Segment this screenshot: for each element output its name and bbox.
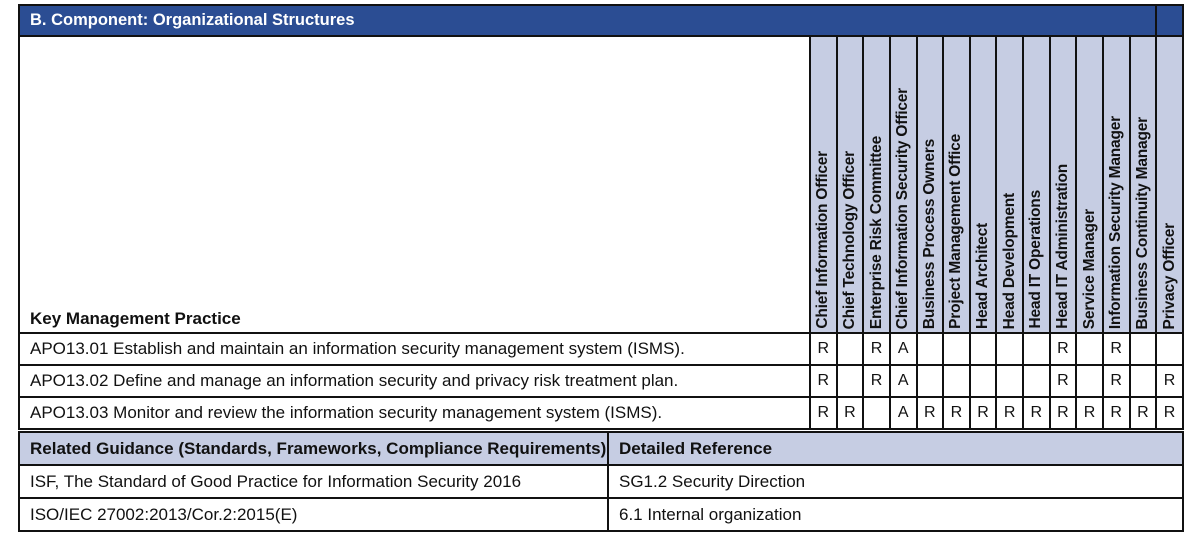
raci-cell [1023, 333, 1050, 365]
role-label: Chief Information Officer [814, 151, 832, 329]
header-row [19, 36, 1183, 333]
role-label: Head IT Operations [1027, 190, 1045, 329]
role-label: Information Security Manager [1107, 115, 1125, 329]
role-header [917, 36, 944, 333]
raci-cell: R [1103, 397, 1130, 429]
role-label: Privacy Officer [1160, 222, 1178, 329]
guidance-row [19, 465, 1183, 498]
raci-cell: R [1130, 397, 1157, 429]
role-label: Project Management Office [947, 134, 965, 329]
guidance-reference: SG1.2 Security Direction [608, 465, 1183, 498]
role-header [890, 36, 917, 333]
raci-cell [970, 365, 997, 397]
role-header [970, 36, 997, 333]
role-header [1076, 36, 1103, 333]
raci-cell [917, 365, 944, 397]
raci-cell [837, 365, 864, 397]
section-title-row [19, 5, 1183, 36]
role-header [1130, 36, 1157, 333]
role-label: Enterprise Risk Committee [867, 135, 885, 329]
raci-cell [917, 333, 944, 365]
raci-cell [1076, 365, 1103, 397]
role-header [837, 36, 864, 333]
guidance-standard: ISO/IEC 27002:2013/Cor.2:2015(E) [19, 498, 608, 531]
raci-cell: R [1103, 365, 1130, 397]
role-label: Chief Technology Officer [840, 150, 858, 329]
guidance-header-row [19, 432, 1183, 465]
key-management-practice-header: Key Management Practice [19, 36, 810, 333]
raci-cell: A [890, 333, 917, 365]
raci-cell: R [1050, 365, 1077, 397]
raci-cell [970, 333, 997, 365]
raci-cell [1076, 333, 1103, 365]
detailed-reference-header: Detailed Reference [608, 432, 1183, 465]
role-label: Chief Information Security Officer [894, 87, 912, 329]
raci-cell [837, 333, 864, 365]
raci-cell: R [810, 365, 837, 397]
role-label: Head Development [1000, 192, 1018, 329]
organizational-structures-table [18, 4, 1182, 524]
raci-cell: R [1050, 333, 1077, 365]
raci-cell: R [810, 397, 837, 429]
raci-cell [996, 333, 1023, 365]
role-label: Head Architect [974, 222, 992, 329]
raci-matrix [18, 4, 1184, 430]
guidance-standard: ISF, The Standard of Good Practice for Information Security 2016 [19, 465, 608, 498]
raci-cell: R [996, 397, 1023, 429]
raci-cell: R [1050, 397, 1077, 429]
role-header [810, 36, 837, 333]
role-header [1156, 36, 1183, 333]
raci-cell [1130, 365, 1157, 397]
raci-cell [1156, 333, 1183, 365]
raci-cell: R [863, 333, 890, 365]
raci-cell: R [810, 333, 837, 365]
raci-cell: R [917, 397, 944, 429]
role-label: Business Process Owners [920, 138, 938, 329]
raci-cell: R [970, 397, 997, 429]
role-header [863, 36, 890, 333]
raci-cell: R [1023, 397, 1050, 429]
practice-name: APO13.03 Monitor and review the information security management system (ISMS). [19, 397, 810, 429]
raci-cell: R [1076, 397, 1103, 429]
raci-cell: R [943, 397, 970, 429]
raci-cell [1023, 365, 1050, 397]
related-guidance-table [18, 431, 1184, 532]
raci-cell: R [1156, 397, 1183, 429]
raci-cell: R [1103, 333, 1130, 365]
raci-cell: R [1156, 365, 1183, 397]
raci-cell: A [890, 397, 917, 429]
guidance-reference: 6.1 Internal organization [608, 498, 1183, 531]
raci-cell [943, 365, 970, 397]
practice-row [19, 365, 1183, 397]
practice-name: APO13.01 Establish and maintain an information security management system (ISMS). [19, 333, 810, 365]
role-header [996, 36, 1023, 333]
role-header [1103, 36, 1130, 333]
related-guidance-header: Related Guidance (Standards, Frameworks, Compliance Requirements) [19, 432, 608, 465]
practice-row [19, 333, 1183, 365]
practice-name: APO13.02 Define and manage an information security and privacy risk treatment plan. [19, 365, 810, 397]
title-row-end-cell [1156, 5, 1183, 36]
section-title: B. Component: Organizational Structures [19, 5, 1156, 36]
raci-cell [996, 365, 1023, 397]
role-header [1023, 36, 1050, 333]
role-header [943, 36, 970, 333]
raci-cell: R [863, 365, 890, 397]
raci-cell [943, 333, 970, 365]
guidance-row [19, 498, 1183, 531]
raci-cell: R [837, 397, 864, 429]
role-label: Head IT Administration [1053, 164, 1071, 329]
practice-row [19, 397, 1183, 429]
role-header [1050, 36, 1077, 333]
role-label: Business Continuity Manager [1133, 116, 1151, 329]
raci-cell [863, 397, 890, 429]
raci-cell: A [890, 365, 917, 397]
role-label: Service Manager [1080, 208, 1098, 329]
raci-cell [1130, 333, 1157, 365]
